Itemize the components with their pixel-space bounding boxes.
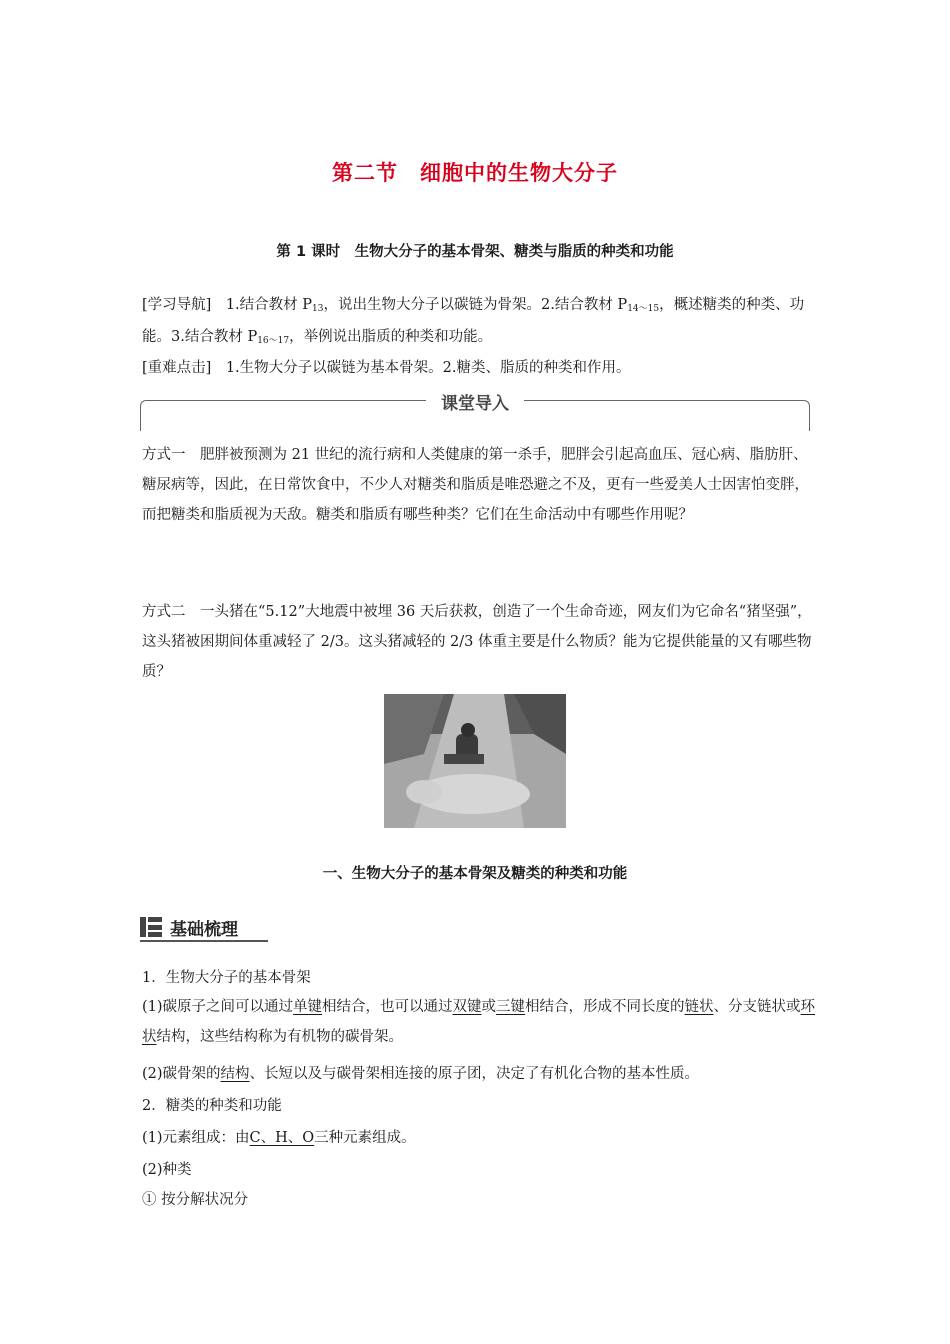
banner-right-bracket bbox=[524, 400, 810, 431]
item-2-3: ① 按分解状况分 bbox=[142, 1192, 249, 1208]
list-bars-icon bbox=[140, 917, 162, 937]
key-points: [重难点击] 1.生物大分子以碳链为基本骨架。2.糖类、脂质的种类和作用。 bbox=[142, 360, 631, 376]
answer-double-bond: 双键 bbox=[452, 999, 482, 1015]
lesson-subtitle: 第 1 课时 生物大分子的基本骨架、糖类与脂质的种类和功能 bbox=[276, 244, 674, 260]
item-1-1: (1)碳原子之间可以通过单键相结合，也可以通过双键或三键相结合，形成不同长度的链状、分支链状或环状结构，这些结构称为有机物的碳骨架。 bbox=[142, 999, 816, 1045]
item-2-1: (1)元素组成：由C、H、O三种元素组成。 bbox=[142, 1130, 416, 1146]
item-1-title: 1．生物大分子的基本骨架 bbox=[142, 970, 311, 986]
intro-method-2: 方式二 一头猪在“5.12”大地震中被埋 36 天后获救，创造了一个生命奇迹，网友们为它命名“猪坚强”，这头猪被困期间体重减轻了 2/3。这头猪减轻的 2/3 体重主要是什么物质？能为它提供能量的又有哪些物质？ bbox=[142, 604, 812, 680]
answer-elements: C、H、O bbox=[249, 1130, 315, 1146]
answer-single-bond: 单键 bbox=[293, 999, 323, 1015]
item-2-title: 2．糖类的种类和功能 bbox=[142, 1098, 282, 1114]
learning-guide: [学习导航] 1.结合教材 P13，说出生物大分子以碳链为骨架。2.结合教材 P14～15，概述糖类的种类、功能。3.结合教材 P16～17，举例说出脂质的种类和功能。 bbox=[142, 297, 805, 346]
page-title: 第二节 细胞中的生物大分子 bbox=[332, 161, 618, 185]
item-2-2: (2)种类 bbox=[142, 1162, 192, 1178]
section-heading: 一、生物大分子的基本骨架及糖类的种类和功能 bbox=[322, 866, 628, 882]
intro-method-1: 方式一 肥胖被预测为 21 世纪的流行病和人类健康的第一杀手，肥胖会引起高血压、冠心病、脂肪肝、糖尿病等，因此，在日常饮食中，不少人对糖类和脂质是唯恐避之不及，更有一些爱美人士因害怕变胖，而把糖类和脂质视为天敌。糖类和脂质有哪些种类？它们在生命活动中有哪些作用呢？ bbox=[142, 447, 809, 523]
pig-photo bbox=[384, 694, 566, 828]
class-intro-banner bbox=[140, 394, 810, 432]
banner-left-bracket bbox=[140, 400, 426, 431]
banner-label: 课堂导入 bbox=[441, 394, 509, 414]
answer-chain: 链状 bbox=[684, 999, 714, 1015]
pig-photo-image bbox=[384, 694, 566, 828]
item-1-2: (2)碳骨架的结构、长短以及与碳骨架相连接的原子团，决定了有机化合物的基本性质。 bbox=[142, 1066, 700, 1082]
guide-label: [学习导航] bbox=[142, 297, 212, 313]
answer-triple-bond: 三键 bbox=[496, 999, 526, 1015]
key-points-label: [重难点击] bbox=[142, 360, 212, 376]
basics-tag-label: 基础梳理 bbox=[170, 920, 238, 940]
answer-ring: 环状 bbox=[142, 999, 816, 1045]
basics-tag-underline bbox=[140, 940, 268, 942]
answer-structure: 结构 bbox=[220, 1066, 250, 1082]
